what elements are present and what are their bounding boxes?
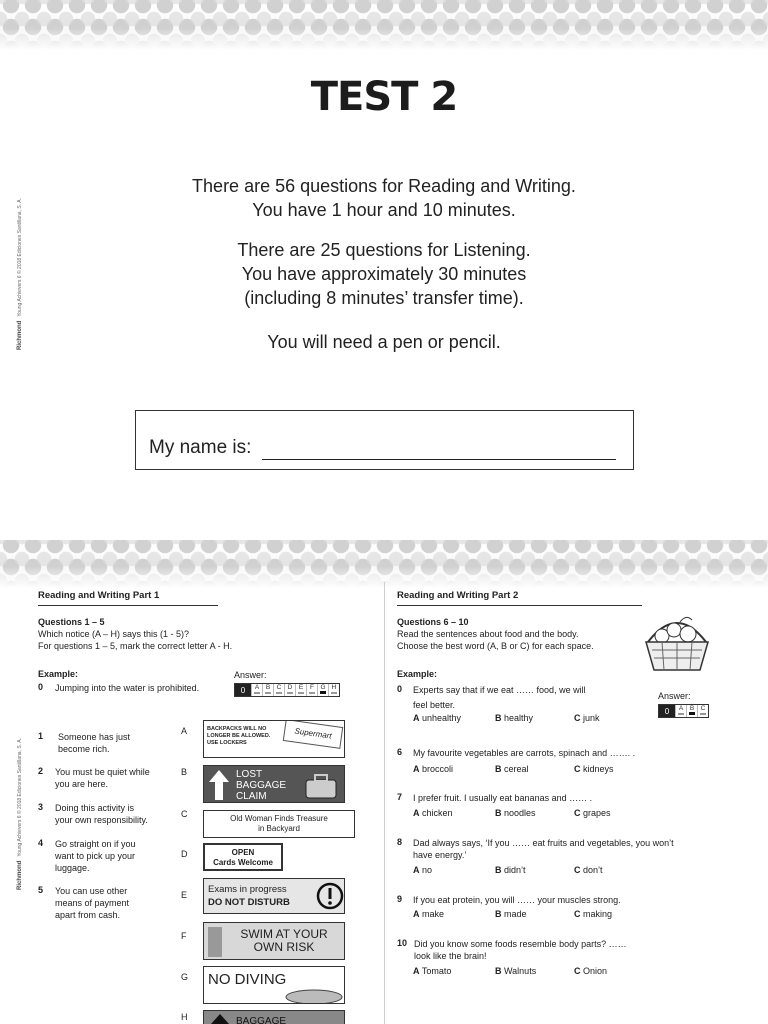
intro-line-1: There are 56 questions for Reading and Writing. (192, 176, 576, 196)
answer-cell-h[interactable]: H (328, 684, 339, 696)
question-number: 9 (397, 894, 403, 904)
side-copyright-bottom: RichmondYoung Achievers 6 © 2018 Ediciones Santillana, S. A. (17, 738, 23, 890)
question-number: 10 (397, 938, 408, 948)
notice-letter: A (181, 726, 188, 736)
question-number: 8 (397, 837, 403, 847)
option-b[interactable]: B Walnuts (495, 966, 537, 976)
question-number: 7 (397, 792, 403, 802)
answer-cell-c[interactable]: C (273, 684, 284, 696)
notice-e: Exams in progress DO NOT DISTURB (203, 878, 345, 914)
question-number: 5 (38, 885, 44, 895)
notice-b: LOST BAGGAGE CLAIM (203, 765, 345, 803)
option-c[interactable]: C making (574, 909, 613, 919)
intro-line-3: There are 25 questions for Listening. (237, 240, 531, 260)
intro-line-5: (including 8 minutes’ transfer time). (244, 288, 524, 308)
intro-line-2: You have 1 hour and 10 minutes. (252, 200, 516, 220)
fruit-basket-icon (642, 612, 712, 674)
option-b[interactable]: B noodles (495, 808, 536, 818)
question-number: 4 (38, 838, 44, 848)
question-text: Did you know some foods resemble body parts? …… look like the brain! (414, 939, 627, 961)
answer-cell-d[interactable]: D (284, 684, 295, 696)
question-text: If you eat protein, you will …… your muscles strong. (413, 895, 621, 905)
option-c[interactable]: C don’t (574, 865, 603, 875)
part1-heading: Reading and Writing Part 1 (38, 590, 218, 606)
side-copyright-top: RichmondYoung Achievers 6 © 2018 Ediciones Santillana, S. A. (17, 198, 23, 350)
notice-c: Old Woman Finds Treasure in Backyard (203, 810, 355, 838)
intro-line-4: You have approximately 30 minutes (241, 264, 527, 284)
part2-heading: Reading and Writing Part 2 (397, 590, 642, 606)
middle-dot-band (0, 540, 768, 588)
option-a[interactable]: A Tomato (413, 966, 452, 976)
option-c[interactable]: C kidneys (574, 764, 614, 774)
notice-f: SWIM AT YOUR OWN RISK (203, 922, 345, 960)
page-title: TEST 2 (310, 74, 458, 120)
question-number: 1 (38, 731, 44, 741)
notice-letter: D (181, 849, 188, 859)
intro-line-6: You will need a pen or pencil. (267, 332, 501, 352)
notice-h: BAGGAGE (203, 1010, 345, 1024)
part1-answer-label: Answer: (234, 670, 267, 680)
part2-instruction-1: Read the sentences about food and the body. (397, 629, 579, 639)
question-text: You must be quiet while you are here. (55, 767, 150, 789)
question-text: Someone has just become rich. (58, 732, 131, 754)
part1-answer-grid: 0 A B C D E F G H (234, 683, 340, 697)
question-text: You can use other means of payment apart from cash. (55, 886, 130, 920)
exclamation-icon (316, 882, 344, 910)
up-arrow-icon (210, 1013, 230, 1024)
part2-instruction-2: Choose the best word (A, B or C) for each space. (397, 641, 594, 651)
part2-answer-label: Answer: (658, 691, 691, 701)
notice-g: NO DIVING (203, 966, 345, 1004)
option-a[interactable]: A make (413, 909, 445, 919)
part1-questions-label: Questions 1 – 5 (38, 617, 105, 627)
question-text: Go straight on if you want to pick up your luggage. (55, 839, 136, 873)
option-a[interactable]: A broccoli (413, 764, 454, 774)
name-field[interactable] (262, 459, 616, 460)
question-number: 6 (397, 747, 403, 757)
notice-d: OPEN Cards Welcome (203, 843, 283, 871)
question-text: My favourite vegetables are carrots, spinach and ……. . (413, 748, 636, 758)
part1-example-text: Jumping into the water is prohibited. (55, 683, 200, 693)
question-text: Dad always says, ‘If you …… eat fruits and vegetables, you won’t have energy.’ (413, 838, 674, 860)
top-dot-band (0, 0, 768, 50)
answer-cell-e[interactable]: E (295, 684, 306, 696)
question-text: Doing this activity is your own responsibility. (55, 803, 148, 825)
part1-example-label: Example: (38, 669, 79, 679)
notice-letter: E (181, 890, 188, 900)
part2-questions-label: Questions 6 – 10 (397, 617, 469, 627)
answer-cell-b[interactable]: B (262, 684, 273, 696)
option-b[interactable]: B didn’t (495, 865, 526, 875)
name-box (135, 410, 634, 470)
part2-example-label: Example: (397, 669, 438, 679)
answer-cell-a[interactable]: A (251, 684, 262, 696)
up-arrow-icon (208, 769, 230, 801)
answer-cell-f[interactable]: F (306, 684, 317, 696)
part1-instruction-2: For questions 1 – 5, mark the correct letter A - H. (38, 641, 233, 651)
question-text: Experts say that if we eat …… food, we will feel better. (413, 685, 586, 710)
notice-letter: B (181, 767, 188, 777)
answer-cell-b[interactable]: B (686, 705, 697, 717)
question-text: I prefer fruit. I usually eat bananas and …… . (413, 793, 593, 803)
option-b[interactable]: B made (495, 909, 527, 919)
question-number: 3 (38, 802, 44, 812)
part2-answer-grid: 0 A B C (658, 704, 709, 718)
question-number: 0 (397, 684, 403, 694)
question-number: 2 (38, 766, 44, 776)
option-a[interactable]: A chicken (413, 808, 453, 818)
option-b[interactable]: B healthy (495, 713, 534, 723)
option-c[interactable]: C junk (574, 713, 600, 723)
answer-cell-a[interactable]: A (675, 705, 686, 717)
pool-icon (284, 987, 344, 1003)
notice-letter: C (181, 809, 188, 819)
notice-letter: F (181, 931, 187, 941)
part1-example-number: 0 (38, 682, 44, 692)
column-divider (384, 582, 385, 1024)
answer-cell-c[interactable]: C (697, 705, 708, 717)
notice-a: BACKPACKS WILL NO LONGER BE ALLOWED. USE LOCKERS Supermart (203, 720, 345, 758)
option-c[interactable]: C grapes (574, 808, 611, 818)
part1-instruction-1: Which notice (A – H) says this (1 - 5)? (38, 629, 190, 639)
option-a[interactable]: A no (413, 865, 433, 875)
option-c[interactable]: C Onion (574, 966, 608, 976)
notice-letter: G (181, 972, 189, 982)
luggage-icon (304, 772, 338, 800)
answer-cell-g[interactable]: G (317, 684, 328, 696)
notice-letter: H (181, 1012, 188, 1022)
option-b[interactable]: B cereal (495, 764, 529, 774)
option-a[interactable]: A unhealthy (413, 713, 462, 723)
name-label: My name is: (149, 437, 252, 458)
